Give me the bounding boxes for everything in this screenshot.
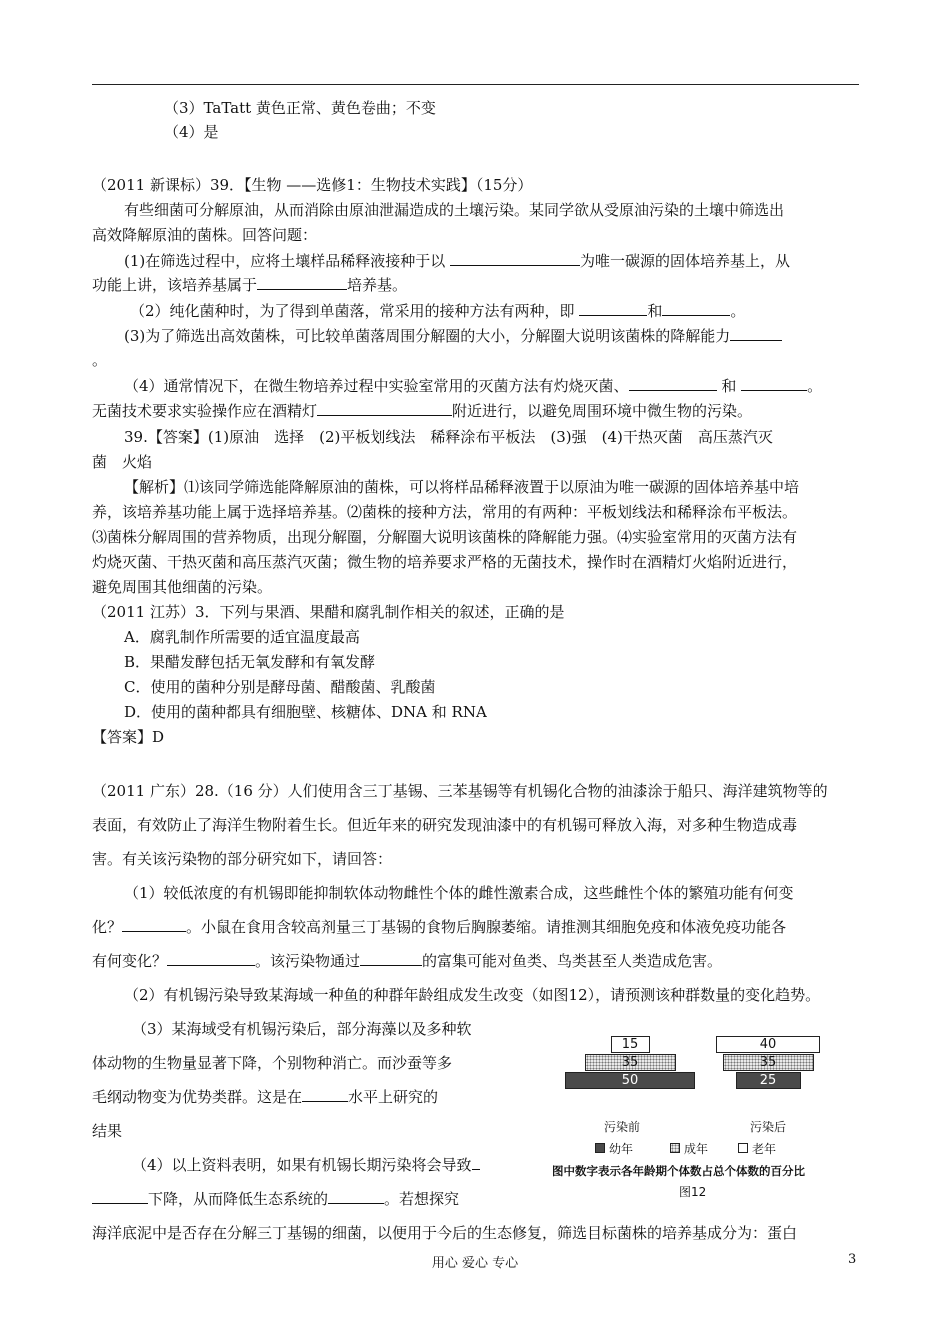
legend-swatch-young: [595, 1143, 605, 1153]
q28-line-13-b: 下降，从而降低生态系统的: [148, 1190, 329, 1208]
legend-label-young: 幼年: [609, 1142, 634, 1156]
q39-part1-b: 为唯一碳源的固体培养基上，从: [580, 252, 791, 270]
q39-part1-c: 功能上讲，该培养基属于: [92, 276, 258, 294]
legend-swatch-adult: [670, 1143, 680, 1153]
q28-line-9: 体动物的生物量显著下降，个别物种消亡。而沙蚕等多: [92, 1054, 453, 1072]
legend-label-adult: 成年: [684, 1142, 709, 1156]
q39-part1-cont: [92, 275, 407, 295]
q39-analysis-4: 灼烧灭菌、干热灭菌和高压蒸汽灭菌；微生物的培养要求严格的无菌技术，操作时在酒精灯火焰附近进行，: [92, 553, 798, 571]
blank-flame[interactable]: [317, 401, 452, 416]
age-pyramid-figure: [552, 1030, 870, 1199]
q39-part4-d: 无菌技术要求实验操作应在酒精灯: [92, 402, 318, 420]
q39-part4-a: （4）通常情况下，在微生物培养过程中实验室常用的灭菌方法有灼烧灭菌、: [124, 377, 629, 395]
blank-medium-type[interactable]: [257, 275, 347, 290]
q39-part3-end: 。: [92, 351, 108, 369]
q39-part4-b: 和: [721, 377, 737, 395]
blank-result[interactable]: [92, 1189, 148, 1204]
q3-option-a: A．腐乳制作所需要的适宜温度最高: [124, 628, 360, 646]
q39-part4-cont: [92, 401, 752, 421]
blank-reproduction[interactable]: [122, 917, 186, 932]
q28-line-5-a: 化？: [92, 918, 123, 936]
q39-part4: [124, 376, 822, 396]
blank-sterilize-2[interactable]: [741, 376, 807, 391]
q28-line-5: [92, 917, 786, 937]
q28-line-4: （1）较低浓度的有机锡即能抑制软体动物雌性个体的雌性激素合成，这些雌性个体的繁殖功能有何变: [124, 884, 794, 902]
q39-part1-a: (1)在筛选过程中，应将土壤样品稀释液接种于以: [124, 252, 446, 270]
q28-line-6: [92, 951, 722, 971]
q28-line-13: [92, 1189, 459, 1209]
q3-option-c: C．使用的菌种分别是酵母菌、醋酸菌、乳酸菌: [124, 678, 436, 696]
q39-analysis-1: 【解析】⑴该同学筛选能降解原油的菌株，可以将样品稀释液置于以原油为唯一碳源的固体培养基中培: [124, 478, 800, 496]
q28-line-6-b: 。该污染物通过: [255, 952, 361, 970]
q3-option-d: D．使用的菌种都具有细胞壁、核糖体、DNA 和 RNA: [124, 703, 487, 721]
q28-line-8: （3）某海域受有机锡污染后，部分海藻以及多种软: [132, 1020, 472, 1038]
category-label-after: 污染后: [750, 1120, 787, 1134]
q39-part4-c: 。: [807, 377, 823, 395]
q3-option-b: B．果醋发酵包括无氧发酵和有氧发酵: [124, 653, 376, 671]
q39-answer-2: 菌 火焰: [92, 453, 153, 471]
bar-adult-after: 35: [723, 1054, 814, 1071]
q28-line-5-b: 。小鼠在食用含较高剂量三丁基锡的食物后胸腺萎缩。请推测其细胞免疫和体液免疫功能各: [186, 918, 787, 936]
page-number: 3: [848, 1252, 857, 1267]
q39-part3: [124, 326, 782, 346]
blank-carbon-source[interactable]: [450, 251, 580, 266]
legend-swatch-old: [738, 1143, 748, 1153]
q3-title: （2011 江苏）3．下列与果酒、果醋和腐乳制作相关的叙述，正确的是: [92, 603, 565, 621]
q39-part1-d: 培养基。: [347, 276, 408, 294]
q28-line-11: 结果: [92, 1122, 123, 1140]
blank-ability[interactable]: [730, 326, 782, 341]
bar-adult-before: 35: [585, 1054, 676, 1071]
q39-part4-e: 附近进行，以避免周围环境中微生物的污染。: [452, 402, 753, 420]
figure-caption: 图中数字表示各年龄期个体数占总个体数的百分比: [552, 1164, 805, 1178]
blank-level[interactable]: [302, 1087, 348, 1102]
blank-immunity[interactable]: [167, 951, 255, 966]
q28-line-12: [132, 1155, 480, 1175]
q28-line-2: 表面，有效防止了海洋生物附着生长。但近年来的研究发现油漆中的有机锡可释放入海，对多种生物造成毒: [92, 816, 798, 834]
q28-line-12-a: （4）以上资料表明，如果有机锡长期污染将会导致: [132, 1156, 472, 1174]
q28-line-6-c: 的富集可能对鱼类、鸟类甚至人类造成危害。: [422, 952, 723, 970]
q39-analysis-2: 养，该培养基功能上属于选择培养基。⑵菌株的接种方法，常用的有两种：平板划线法和稀释涂布平板法。: [92, 503, 798, 521]
q28-line-10-b: 水平上研究的: [348, 1088, 439, 1106]
blank-stability[interactable]: [328, 1189, 384, 1204]
q28-line-1: （2011 广东）28.（16 分）人们使用含三丁基锡、三苯基锡等有机锡化合物的油漆涂于船只、海洋建筑物等的: [92, 782, 828, 800]
page-footer: 用心 爱心 专心: [431, 1256, 519, 1271]
bar-old-before: 15: [611, 1036, 650, 1053]
legend-label-old: 老年: [752, 1142, 777, 1156]
q28-line-3: 害。有关该污染物的部分研究如下，请回答：: [92, 850, 393, 868]
answer-line-3: （3）TaTatt 黄色正常、黄色卷曲；不变: [164, 99, 436, 117]
bar-young-before: 50: [565, 1072, 695, 1089]
q28-line-10-a: 毛纲动物变为优势类群。这是在: [92, 1088, 303, 1106]
q28-line-14: 海洋底泥中是否存在分解三丁基锡的细菌，以便用于今后的生态修复，筛选目标菌株的培养基成分为：蛋白: [92, 1224, 798, 1242]
blank-method-2[interactable]: [662, 301, 730, 316]
q28-line-7: （2）有机锡污染导致某海域一种鱼的种群年龄组成发生改变（如图12），请预测该种群数量的变化趋势。: [124, 986, 821, 1004]
figure-title: 图12: [679, 1185, 707, 1199]
bar-young-after: 25: [736, 1072, 801, 1089]
q28-line-6-a: 有何变化？: [92, 952, 168, 970]
q39-part3-a: (3)为了筛选出高效菌株，可比较单菌落周围分解圈的大小，分解圈大说明该菌株的降解能力: [124, 327, 731, 345]
blank-food-chain[interactable]: [360, 951, 422, 966]
q39-intro-2: 高效降解原油的菌株。回答问题：: [92, 226, 318, 244]
blank-result-start[interactable]: [472, 1155, 480, 1170]
q39-title: （2011 新课标）39．【生物 ——选修1：生物技术实践】（15分）: [92, 176, 533, 194]
category-label-before: 污染前: [604, 1120, 641, 1134]
q3-answer: 【答案】D: [92, 728, 165, 746]
q28-line-10: [92, 1087, 438, 1107]
q28-line-13-c: 。若想探究: [384, 1190, 460, 1208]
header-rule: [92, 84, 859, 85]
answer-line-4: （4）是: [164, 123, 219, 141]
q39-part2: [130, 301, 745, 321]
q39-part1: [124, 251, 790, 271]
q39-analysis-3: ⑶菌株分解周围的营养物质，出现分解圈，分解圈大说明该菌株的降解能力强。⑷实验室常用的灭菌方法有: [92, 528, 798, 546]
q39-answer-1: 39.【答案】(1)原油 选择 (2)平板划线法 稀释涂布平板法 (3)强 (4)干热灭菌 高压蒸汽灭: [124, 428, 773, 446]
q39-analysis-5: 避免周围其他细菌的污染。: [92, 578, 273, 596]
blank-sterilize-1[interactable]: [629, 376, 717, 391]
q39-part2-a: （2）纯化菌种时，为了得到单菌落，常采用的接种方法有两种，即: [130, 302, 575, 320]
blank-method-1[interactable]: [579, 301, 647, 316]
q39-part2-b: 和: [647, 302, 663, 320]
q39-intro-1: 有些细菌可分解原油，从而消除由原油泄漏造成的土壤污染。某同学欲从受原油污染的土壤中筛选出: [124, 201, 785, 219]
bar-old-after: 40: [716, 1036, 820, 1053]
q39-part2-c: 。: [730, 302, 746, 320]
